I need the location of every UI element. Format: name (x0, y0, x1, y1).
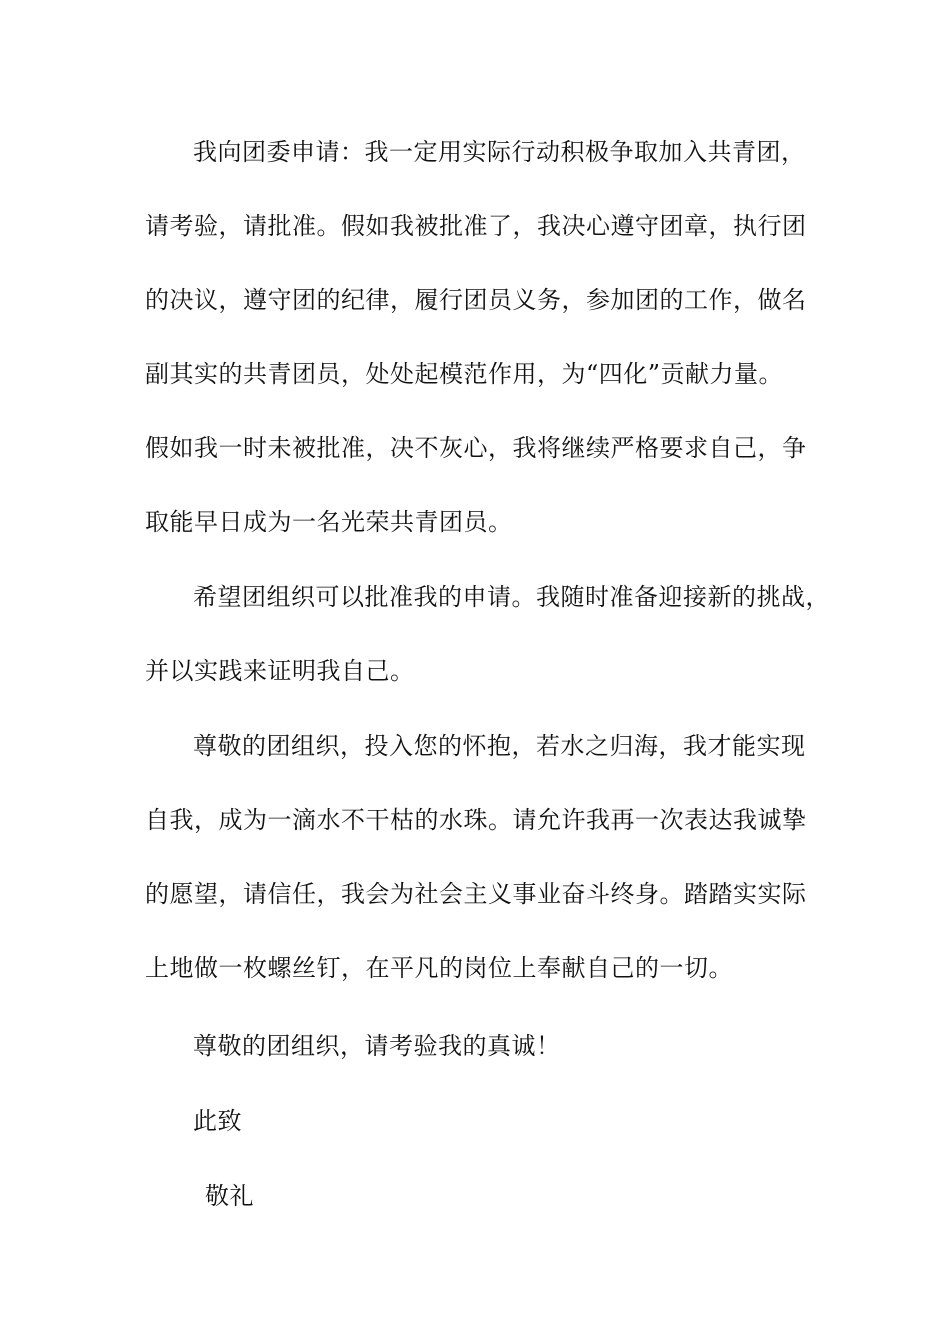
paragraph-3-line-4: 上地做一枚螺丝钉，在平凡的岗位上奉献自己的一切。 (145, 954, 733, 982)
salutation-cizhi: 此致 (193, 1107, 242, 1135)
paragraph-3-line-3: 的愿望，请信任，我会为社会主义事业奋斗终身。踏踏实实际 (145, 880, 807, 908)
closing-sentence: 尊敬的团组织，请考验我的真诚！ (193, 1032, 561, 1060)
paragraph-3-line-1: 尊敬的团组织，投入您的怀抱，若水之归海，我才能实现 (193, 732, 806, 760)
paragraph-2-line-2: 并以实践来证明我自己。 (145, 657, 415, 685)
paragraph-2-line-1: 希望团组织可以批准我的申请。我随时准备迎接新的挑战， (193, 583, 830, 611)
salutation-jingli: 敬礼 (205, 1182, 254, 1210)
paragraph-1-line-5: 假如我一时未被批准，决不灰心，我将继续严格要求自己，争 (145, 434, 807, 462)
paragraph-3-line-2: 自我，成为一滴水不干枯的水珠。请允许我再一次表达我诚挚 (145, 806, 807, 834)
paragraph-1-line-4: 副其实的共青团员，处处起模范作用，为“四化”贡献力量。 (145, 360, 784, 388)
paragraph-1-line-1: 我向团委申请：我一定用实际行动积极争取加入共青团， (193, 138, 806, 166)
paragraph-1-line-2: 请考验，请批准。假如我被批准了，我决心遵守团章，执行团 (145, 212, 807, 240)
paragraph-1-line-3: 的决议，遵守团的纪律，履行团员义务，参加团的工作，做名 (145, 286, 807, 314)
paragraph-1-line-6: 取能早日成为一名光荣共青团员。 (145, 508, 513, 536)
